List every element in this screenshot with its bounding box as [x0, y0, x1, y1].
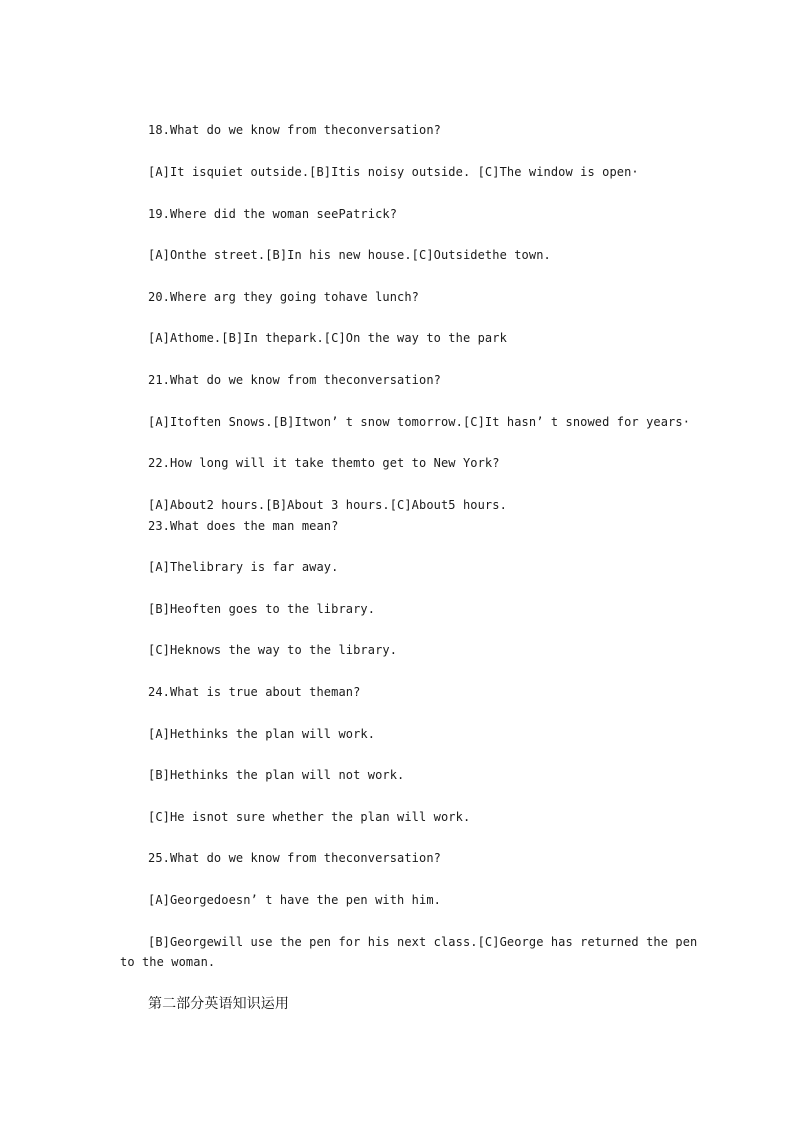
- question-23: 23.What does the man mean?: [148, 519, 339, 533]
- option-23-b: [B]Heoften goes to the library.: [148, 602, 376, 616]
- question-18: 18.What do we know from theconversation?: [148, 123, 441, 137]
- options-25-bc-continued: to the woman.: [120, 955, 216, 969]
- question-22: 22.How long will it take themto get to New York?: [148, 456, 500, 470]
- option-23-a: [A]Thelibrary is far away.: [148, 560, 339, 574]
- option-24-b: [B]Hethinks the plan will not work.: [148, 768, 405, 782]
- question-19: 19.Where did the woman seePatrick?: [148, 207, 398, 221]
- option-25-a: [A]Georgedoesn’ t have the pen with him.: [148, 893, 441, 907]
- options-22: [A]About2 hours.[B]About 3 hours.[C]About5 hours.: [148, 498, 507, 512]
- option-23-c: [C]Heknows the way to the library.: [148, 643, 398, 657]
- question-21: 21.What do we know from theconversation?: [148, 373, 441, 387]
- section-heading: 第二部分英语知识运用: [148, 996, 289, 1012]
- question-25: 25.What do we know from theconversation?: [148, 851, 441, 865]
- question-24: 24.What is true about theman?: [148, 685, 361, 699]
- option-24-c: [C]He isnot sure whether the plan will work.: [148, 810, 471, 824]
- options-18: [A]It isquiet outside.[B]Itis noisy outside. [C]The window is open·: [148, 165, 639, 179]
- options-19: [A]Onthe street.[B]In his new house.[C]Outsidethe town.: [148, 248, 551, 262]
- question-20: 20.Where arg they going tohave lunch?: [148, 290, 420, 304]
- options-20: [A]Athome.[B]In thepark.[C]On the way to the park: [148, 331, 507, 345]
- option-24-a: [A]Hethinks the plan will work.: [148, 727, 376, 741]
- options-25-bc: [B]Georgewill use the pen for his next class.[C]George has returned the pen: [148, 935, 698, 949]
- options-21: [A]Itoften Snows.[B]Itwon’ t snow tomorrow.[C]It hasn’ t snowed for years·: [148, 415, 691, 429]
